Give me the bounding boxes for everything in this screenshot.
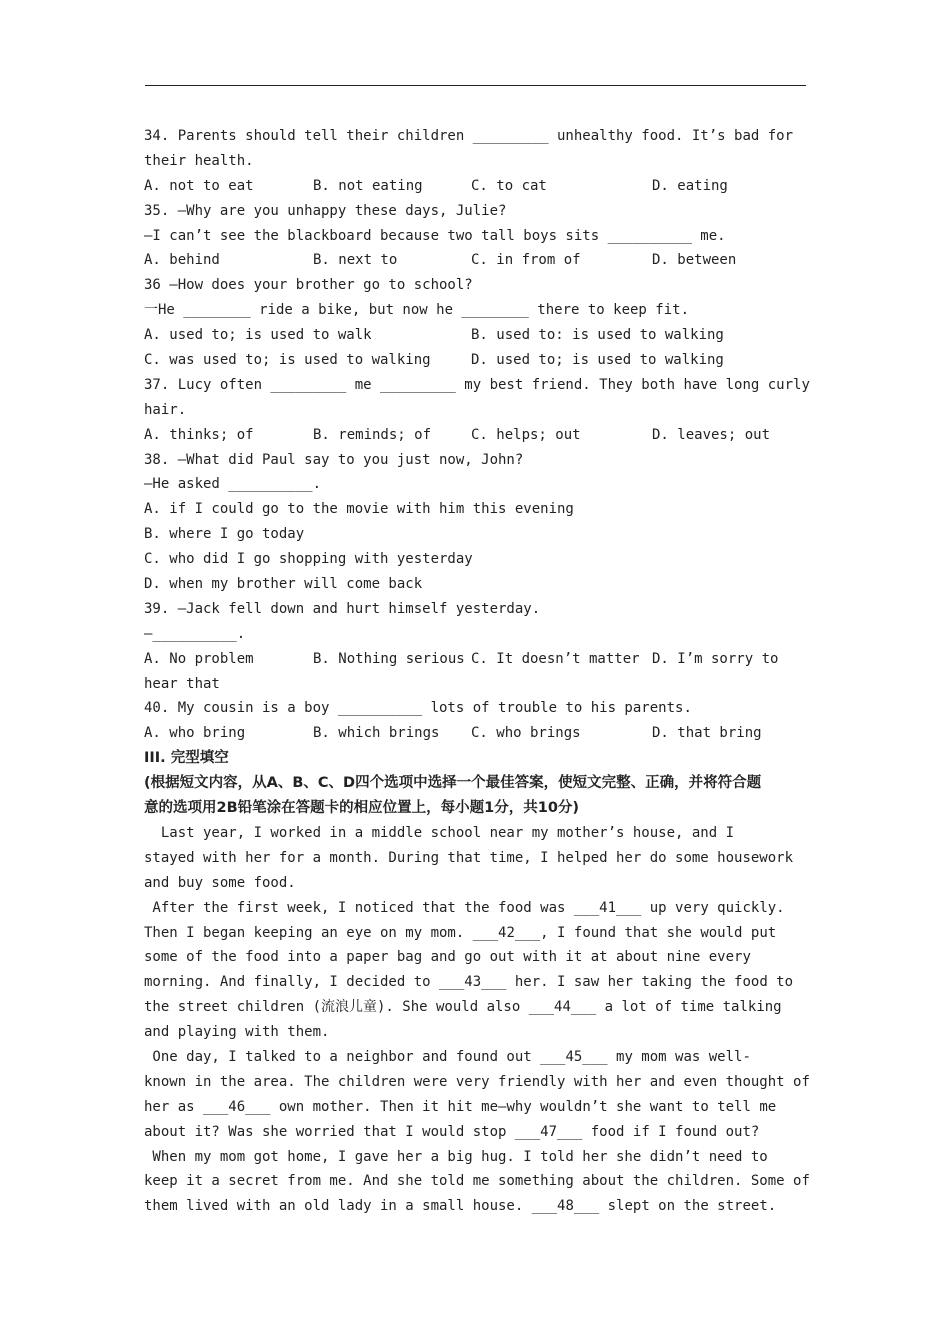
option-d: D. that bring bbox=[652, 725, 762, 742]
question-39-stem-cont: —__________. bbox=[144, 625, 246, 642]
passage-p4-line: keep it a secret from me. And she told me something about the children. Some of bbox=[144, 1173, 810, 1190]
option-b: B. where I go today bbox=[144, 526, 305, 543]
option-d-cont: hear that bbox=[144, 675, 220, 692]
passage-p2-line: some of the food into a paper bag and go out with it at about nine every bbox=[144, 949, 751, 966]
blank-47: ___47___ bbox=[514, 1123, 583, 1140]
passage-p1-line: Last year, I worked in a middle school near my mother’s house, and I bbox=[144, 824, 735, 841]
question-38-stem-cont: —He asked __________. bbox=[144, 476, 322, 493]
option-a: A. if I could go to the movie with him this evening bbox=[144, 501, 574, 518]
question-37-options bbox=[144, 423, 808, 448]
passage-p2-line: morning. And finally, I decided to ___43___ her. I saw her taking the food to bbox=[144, 974, 794, 991]
passage-p4-line: them lived with an old lady in a small house. ___48___ slept on the street. bbox=[144, 1198, 777, 1215]
question-40-options bbox=[144, 721, 808, 746]
passage-p3-line: One day, I talked to a neighbor and found out ___45___ my mom was well- bbox=[144, 1048, 751, 1065]
option-b: B. next to bbox=[313, 252, 398, 269]
document-content bbox=[144, 124, 808, 1219]
option-d: D. when my brother will come back bbox=[144, 576, 423, 593]
option-c: C. was used to; is used to walking bbox=[144, 352, 431, 369]
option-b: B. Nothing serious bbox=[313, 650, 465, 667]
option-b: B. reminds; of bbox=[313, 426, 432, 443]
passage-p3-line: known in the area. The children were very friendly with her and even thought of bbox=[144, 1073, 810, 1090]
blank-41: ___41___ bbox=[573, 899, 642, 916]
question-35-options bbox=[144, 248, 808, 273]
option-b: B. which brings bbox=[313, 725, 440, 742]
blank-46: ___46___ bbox=[203, 1098, 271, 1115]
passage-p1-line: stayed with her for a month. During that time, I helped her do some housework bbox=[144, 849, 794, 866]
option-c: C. who brings bbox=[471, 725, 581, 742]
passage-p4-line: When my mom got home, I gave her a big hug. I told her she didn’t need to bbox=[144, 1148, 768, 1165]
question-37-stem-cont: hair. bbox=[144, 401, 187, 418]
question-34-stem: 34. Parents should tell their children _________ unhealthy food. It’s bad for bbox=[144, 128, 794, 144]
option-c: C. It doesn’t matter bbox=[471, 650, 640, 667]
option-d: D. leaves; out bbox=[652, 426, 771, 443]
question-36-stem-cont: 一He ________ ride a bike, but now he ________ there to keep fit. bbox=[144, 302, 690, 319]
option-b: B. used to: is used to walking bbox=[471, 327, 724, 344]
question-36-options-cd bbox=[144, 348, 808, 373]
question-36-options-ab bbox=[144, 323, 808, 348]
blank-45: ___45___ bbox=[540, 1048, 608, 1065]
option-d: D. eating bbox=[652, 177, 728, 194]
option-a: A. used to; is used to walk bbox=[144, 327, 372, 344]
passage-p3-line: her as ___46___ own mother. Then it hit me—why wouldn’t she want to tell me bbox=[144, 1098, 777, 1115]
header-rule bbox=[145, 85, 806, 86]
blank-42: ___42___ bbox=[472, 924, 541, 941]
option-c: C. in from of bbox=[471, 252, 581, 269]
option-a: A. not to eat bbox=[144, 177, 254, 194]
passage-p2-line: and playing with them. bbox=[144, 1024, 330, 1041]
question-34-options bbox=[144, 174, 808, 199]
question-38-stem: 38. —What did Paul say to you just now, John? bbox=[144, 451, 524, 468]
option-d: D. used to; is used to walking bbox=[471, 352, 724, 369]
option-d: D. between bbox=[652, 252, 737, 269]
option-c: C. to cat bbox=[471, 177, 547, 194]
blank-44: ___44___ bbox=[528, 999, 597, 1016]
blank-43: ___43___ bbox=[439, 974, 507, 991]
question-37-stem: 37. Lucy often _________ me _________ my best friend. They both have long curly bbox=[144, 376, 810, 393]
option-a: A. No problem bbox=[144, 650, 254, 667]
passage-p3-line: about it? Was she worried that I would stop ___47___ food if I found out? bbox=[144, 1123, 760, 1140]
question-35-stem-cont: —I can’t see the blackboard because two tall boys sits __________ me. bbox=[144, 227, 726, 244]
section-instructions: (根据短文内容，从A、B、C、D四个选项中选择一个最佳答案，使短文完整、正确，并将符合题 bbox=[144, 775, 762, 792]
question-40-stem: 40. My cousin is a boy __________ lots of trouble to his parents. bbox=[144, 700, 692, 717]
passage-p1-line: and buy some food. bbox=[144, 874, 296, 891]
option-b: B. not eating bbox=[313, 177, 423, 194]
section-title: III. 完型填空 bbox=[144, 750, 229, 767]
question-39-stem: 39. —Jack fell down and hurt himself yesterday. bbox=[144, 600, 541, 617]
passage-p2-line: Then I began keeping an eye on my mom. ___42___, I found that she would put bbox=[144, 924, 777, 941]
blank-48: ___48___ bbox=[531, 1198, 600, 1215]
section-instructions-cont: 意的选项用2B铅笔涂在答题卡的相应位置上，每小题1分，共10分) bbox=[144, 800, 580, 817]
option-d: D. I’m sorry to bbox=[652, 650, 779, 667]
option-c: C. who did I go shopping with yesterday bbox=[144, 551, 473, 568]
question-36-stem: 36 —How does your brother go to school? bbox=[144, 277, 473, 294]
question-34-stem-cont: their health. bbox=[144, 152, 254, 169]
passage-p2-line: the street children (流浪儿童). She would also ___44___ a lot of time talking bbox=[144, 999, 782, 1016]
option-c: C. helps; out bbox=[471, 426, 581, 443]
option-a: A. behind bbox=[144, 252, 220, 269]
passage-p2-line: After the first week, I noticed that the food was ___41___ up very quickly. bbox=[144, 899, 785, 916]
option-a: A. thinks; of bbox=[144, 426, 254, 443]
question-35-stem: 35. —Why are you unhappy these days, Julie? bbox=[144, 202, 507, 219]
question-39-options bbox=[144, 647, 808, 672]
option-a: A. who bring bbox=[144, 725, 246, 742]
